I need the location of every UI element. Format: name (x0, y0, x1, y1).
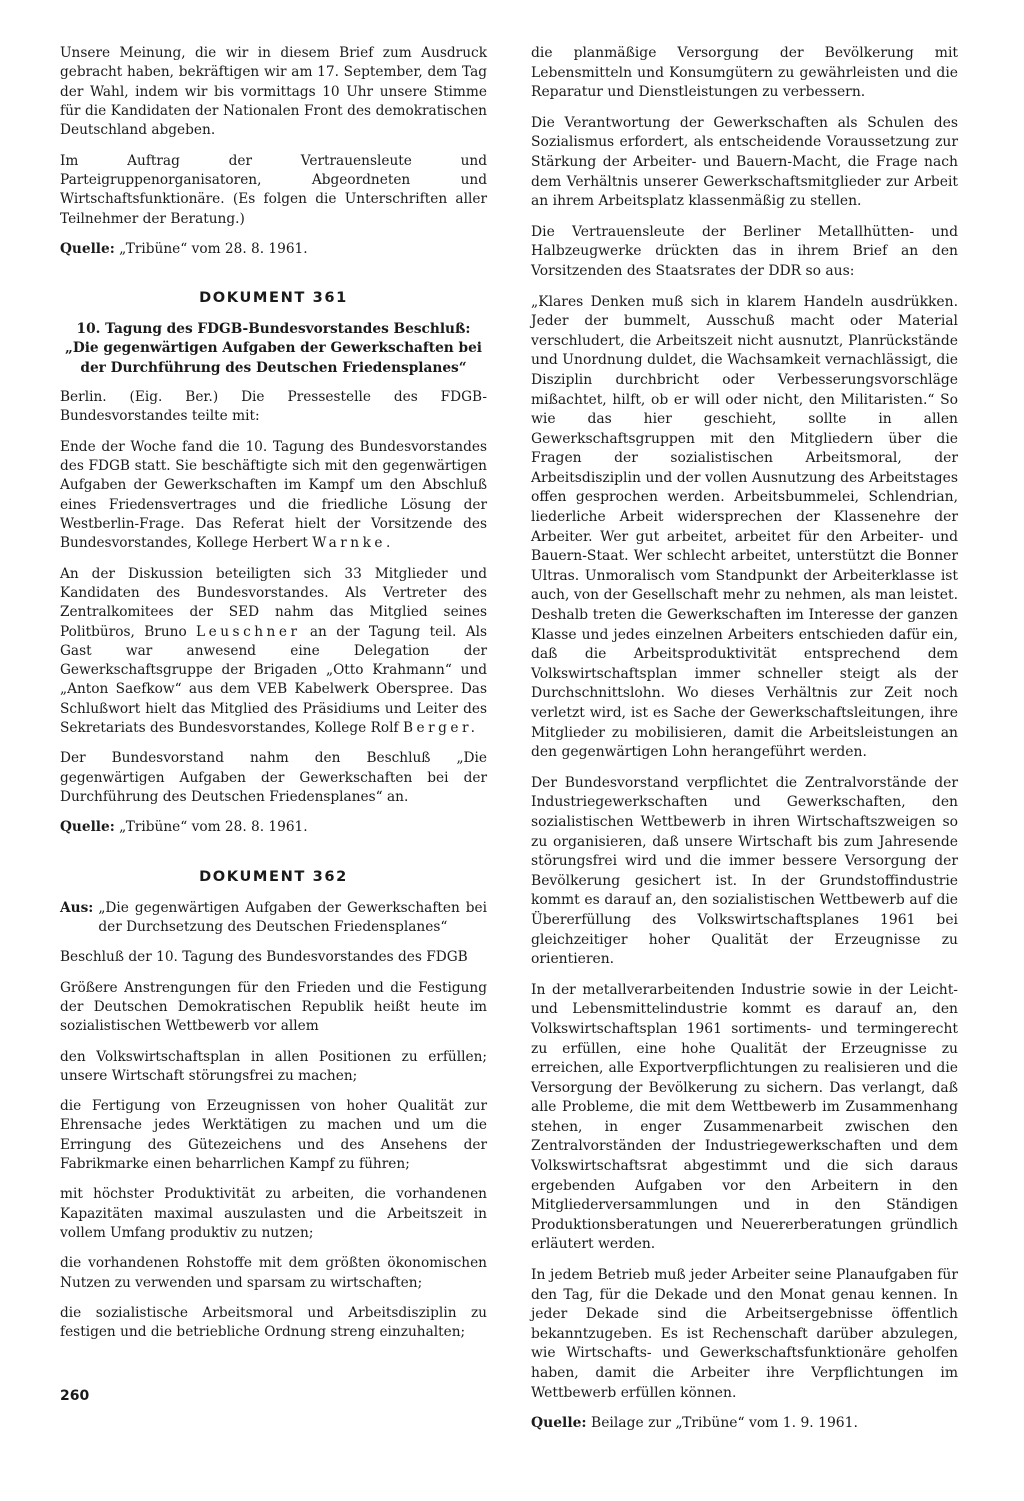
paragraph: Unsere Meinung, die wir in diesem Brief zum Ausdruck gebracht haben, bekräftigen wir am 17. September, dem Tag der Wahl, indem wir bis vormittags 10 Uhr unsere Stimme für die Kandidaten der Nationalen Front des demokratischen Deutschland abgeben. (60, 45, 487, 139)
source-text: Beilage zur „Tribüne“ vom 1. 9. 1961. (590, 1415, 858, 1432)
paragraph-text: an der Tagung teil. Als Gast war anwesend eine Delegation der Gewerkschaftsgruppe der Brigaden „Otto Krahmann“ und „Anton Saefkow“ aus dem VEB Kabelwerk Oberspree. Das Schlußwort hielt das Mitglied des Präsidiums und Leiter des Sekretariats des Bundesvorstandes, Kollege Rolf (60, 623, 487, 737)
source-label: Quelle: (60, 240, 115, 257)
paragraph: mit höchster Produktivität zu arbeiten, die vorhandenen Kapazitäten maximal auszulasten und die Arbeitszeit in vollem Umfang produktiv zu nutzen; (60, 1186, 487, 1241)
document-title: 10. Tagung des FDGB-Bundesvorstandes Beschluß: „Die gegenwärtigen Aufgaben der Gewerkschaften bei der Durchführung des Deutschen Friedensplanes“ (64, 321, 482, 376)
page-number: 260 (60, 1388, 90, 1404)
source-line (60, 818, 487, 837)
paragraph: Im Auftrag der Vertrauensleute und Parteigruppenorganisatoren, Abgeordneten und Wirtschaftsfunktionäre. (Es folgen die Unterschriften aller Teilnehmer der Beratung.) (60, 152, 487, 227)
paragraph: In der metallverarbeitenden Industrie sowie in der Leicht- und Lebensmittelindustrie kommt es darauf an, den Volkswirtschaftsplan 1961 sortiments- und termingerecht zu erfüllen, eine hohe Qualität der Erzeugnisse zu erreichen, alle Exportverpflichtungen zu realisieren und die Versorgung der Bevölkerung zu sichern. Das verlangt, daß alle Probleme, die mit dem Wettbewerb im Zusammenhang stehen, in enger Zusammenarbeit zwischen den Zentralvorständen der Industriegewerkschaften und dem Volkswirtschaftsrat abgestimmt und die sich daraus ergebenden Aufgaben vor den Arbeitern in den Mitgliederversammlungen und in den Ständigen Produktionsberatungen und Neuererberatungen gründlich erläutert werden. (531, 981, 958, 1253)
paragraph-text: Ende der Woche fand die 10. Tagung des Bundesvorstandes des FDGB statt. Sie beschäftigte sich mit den gegenwärtigen Aufgaben der Gewerkschaften im Kampf um den Abschluß eines Friedensvertrages und die friedliche Lösung der Westberlin-Frage. Das Referat hielt der Vorsitzende des Bundesvorstandes, Kollege Herbert (60, 438, 487, 552)
document-heading: DOKUMENT 361 (199, 289, 348, 307)
source-text: „Tribüne“ vom 28. 8. 1961. (119, 819, 308, 836)
paragraph: Die Verantwortung der Gewerkschaften als Schulen des Sozialismus erfordert, als entscheidende Voraussetzung zur Stärkung der Arbeiter- und Bauern-Macht, die Frage nach dem Verhältnis unserer Gewerkschaftsmitglieder zur Arbeit an ihrem Arbeitsplatz klassenmäßig zu stellen. (531, 114, 958, 210)
source-label: Quelle: (60, 819, 115, 836)
paragraph: die vorhandenen Rohstoffe mit dem größten ökonomischen Nutzen zu verwenden und sparsam zu wirtschaften; (60, 1255, 487, 1291)
paragraph: die sozialistische Arbeitsmoral und Arbeitsdisziplin zu festigen und die betriebliche Ordnung streng einzuhalten; (60, 1304, 487, 1341)
paragraph: „Klares Denken muß sich in klarem Handeln ausdrükken. Jeder der bummelt, Ausschuß macht oder Material verschludert, die Arbeitszeit nicht ausnutzt, Planrückstände und Unordnung duldet, die Wachsamkeit vernachlässigt, die Disziplin durchbricht oder Verbesserungsvorschläge mißachtet, hilft, ob er will oder nicht, den Militaristen.“ So wie das hier geschieht, sollte in allen Gewerkschaftsgruppen mit den Mitgliedern über die Fragen der sozialistischen Arbeitsmoral, der Arbeitsdisziplin und der vollen Ausnutzung des Arbeitstages offen gesprochen werden. Arbeitsbummelei, Schlendrian, liederliche Arbeit widersprechen der Klassenehre der Arbeiter. Wer gut arbeitet, arbeitet für den Arbeiter- und Bauern-Staat. Wer schlecht arbeitet, unterstützt die Bonner Ultras. Unmoralisch vom Standpunkt der Arbeiterklasse ist auch, von der Gesellschaft mehr zu nehmen, als man leistet. Deshalb treten die Gewerkschaften im Interesse der ganzen Klasse und jedes einzelnen Arbeiters entschieden dafür ein, daß die Arbeitsproduktivität entsprechend dem Volkswirtschaftsplan immer schneller steigt als der Durchschnittslohn. Wo dieses Verhältnis zur Zeit noch verletzt wird, ist es Sache der Gewerkschaftsleitungen, ihre Mitglieder zu mobilisieren, damit die Arbeitsleistungen an den gegenwärtigen Lohn herangeführt werden. (531, 293, 958, 761)
right-column (531, 44, 958, 1456)
source-text: „Tribüne“ vom 28. 8. 1961. (119, 240, 308, 257)
paragraph: Beschluß der 10. Tagung des Bundesvorstandes des FDGB (60, 949, 468, 966)
paragraph: Größere Anstrengungen für den Frieden und die Festigung der Deutschen Demokratischen Republik heißt heute im sozialistischen Wettbewerb vor allem (60, 979, 487, 1035)
source-line (531, 1414, 958, 1434)
excerpt-line (60, 899, 487, 938)
person-name: Berger. (402, 720, 479, 737)
paragraph: die Fertigung von Erzeugnissen von hoher Qualität zur Ehrensache jedes Werktätigen zu machen und um die Erringung des Gütezeichens und des Ansehens der Fabrikmarke einen beharrlichen Kampf zu führen; (60, 1098, 487, 1173)
left-column (60, 44, 487, 1354)
paragraph: Der Bundesvorstand nahm den Beschluß „Die gegenwärtigen Aufgaben der Gewerkschaften bei der Durchführung des Deutschen Friedensplanes“ an. (60, 750, 487, 805)
paragraph: Der Bundesvorstand verpflichtet die Zentralvorstände der Industriegewerkschaften und Gewerkschaften, den sozialistischen Wettbewerb in ihren Wirtschaftszweigen so zu organisieren, daß unsere Wirtschaft bis zum Jahresende störungsfrei wird und die immer bessere Versorgung der Bevölkerung gesichert ist. In der Grundstoffindustrie kommt es darauf an, den sozialistischen Wettbewerb auf die Übererfüllung des Volkswirtschaftsplanes 1961 bei gleichzeitiger hoher Qualität der Erzeugnisse zu orientieren. (531, 774, 958, 968)
paragraph (60, 438, 487, 554)
paragraph: die planmäßige Versorgung der Bevölkerung mit Lebensmitteln und Konsumgütern zu gewährleisten und die Reparatur und Dienstleistungen zu verbessern. (531, 45, 958, 101)
paragraph: Berlin. (Eig. Ber.) Die Pressestelle des FDGB-Bundesvorstandes teilte mit: (60, 389, 487, 425)
source-line (60, 240, 487, 259)
paragraph: In jedem Betrieb muß jeder Arbeiter seine Planaufgaben für den Tag, für die Dekade und den Monat genau kennen. In jeder Dekade sind die Arbeitsergebnisse öffentlich bekanntzugeben. Es ist Rechenschaft darüber abzulegen, wie Wirtschafts- und Gewerkschaftsfunktionäre geholfen haben, damit die Arbeiter ihre Verpflichtungen im Wettbewerb erfüllen können. (531, 1267, 958, 1401)
source-label: Quelle: (531, 1415, 587, 1432)
person-name: Leuschner (196, 623, 301, 640)
paragraph-text: An der Diskussion beteiligten sich 33 Mitglieder und Kandidaten des Bundesvorstandes. Als Vertreter des Zentralkomitees der SED nahm das Mitglied seines Politbüros, Bruno (60, 565, 487, 640)
paragraph: den Volkswirtschaftsplan in allen Positionen zu erfüllen; unsere Wirtschaft störungsfrei zu machen; (60, 1048, 487, 1084)
excerpt-text: „Die gegenwärtigen Aufgaben der Gewerkschaften bei der Durchsetzung des Deutschen Friedensplanes“ (98, 899, 487, 935)
document-heading: DOKUMENT 362 (199, 867, 348, 885)
paragraph (60, 565, 487, 739)
excerpt-label: Aus: (60, 899, 94, 916)
person-name: Warnke. (312, 535, 394, 552)
paragraph: Die Vertrauensleute der Berliner Metallhütten- und Halbzeugwerke drückten das in ihrem Brief an den Vorsitzenden des Staatsrates der DDR so aus: (531, 223, 958, 279)
